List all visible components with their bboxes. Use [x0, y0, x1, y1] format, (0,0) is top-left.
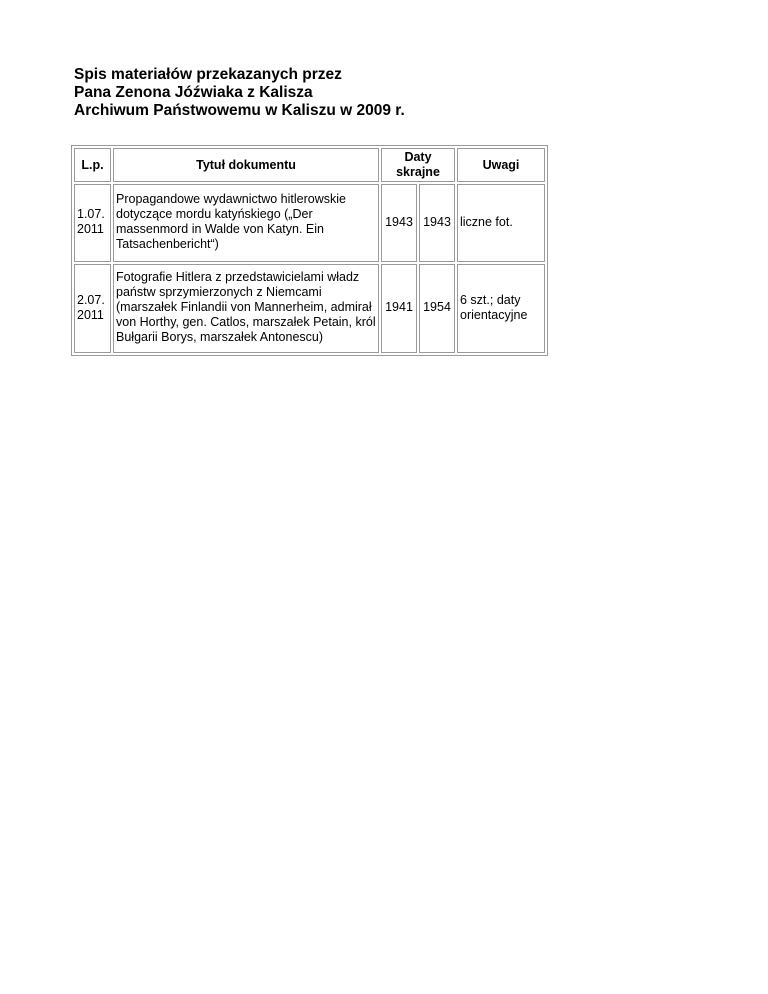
- cell-date-to: 1954: [419, 264, 455, 353]
- cell-document-title: Propagandowe wydawnictwo hitlerowskie dotyczące mordu katyńskiego („Der massenmord in Walde von Katyn. Ein Tatsachenbericht“): [113, 184, 379, 262]
- header-document-title: Tytuł dokumentu: [113, 148, 379, 182]
- document-title: [74, 66, 405, 120]
- header-notes: Uwagi: [457, 148, 545, 182]
- table-row: [74, 264, 545, 353]
- cell-date-to: 1943: [419, 184, 455, 262]
- cell-notes: 6 szt.; daty orientacyjne: [457, 264, 545, 353]
- cell-notes: liczne fot.: [457, 184, 545, 262]
- document-title-line-1: Spis materiałów przekazanych przez: [74, 66, 342, 83]
- table-header-row: [74, 148, 545, 182]
- lp-text: 1.07. 2011: [77, 207, 105, 236]
- cell-date-from: 1941: [381, 264, 417, 353]
- lp-text: 2.07. 2011: [77, 292, 105, 322]
- cell-lp: [74, 184, 111, 262]
- cell-document-title: Fotografie Hitlera z przedstawicielami władz państw sprzymierzonych z Niemcami (marszałek Finlandii von Mannerheim, admirał von Horthy, gen. Catlos, marszałek Petain, król Bułgarii Borys, marszałek Antonescu): [113, 264, 379, 353]
- header-lp: L.p.: [74, 148, 111, 182]
- document-title-line-2: Pana Zenona Jóźwiaka z Kalisza: [74, 84, 313, 101]
- cell-lp: [74, 264, 111, 353]
- header-date-range: Daty skrajne: [381, 148, 455, 182]
- document-title-line-3: Archiwum Państwowemu w Kaliszu w 2009 r.: [74, 102, 405, 119]
- cell-date-from: 1943: [381, 184, 417, 262]
- materials-table: [71, 145, 548, 356]
- table-row: [74, 184, 545, 262]
